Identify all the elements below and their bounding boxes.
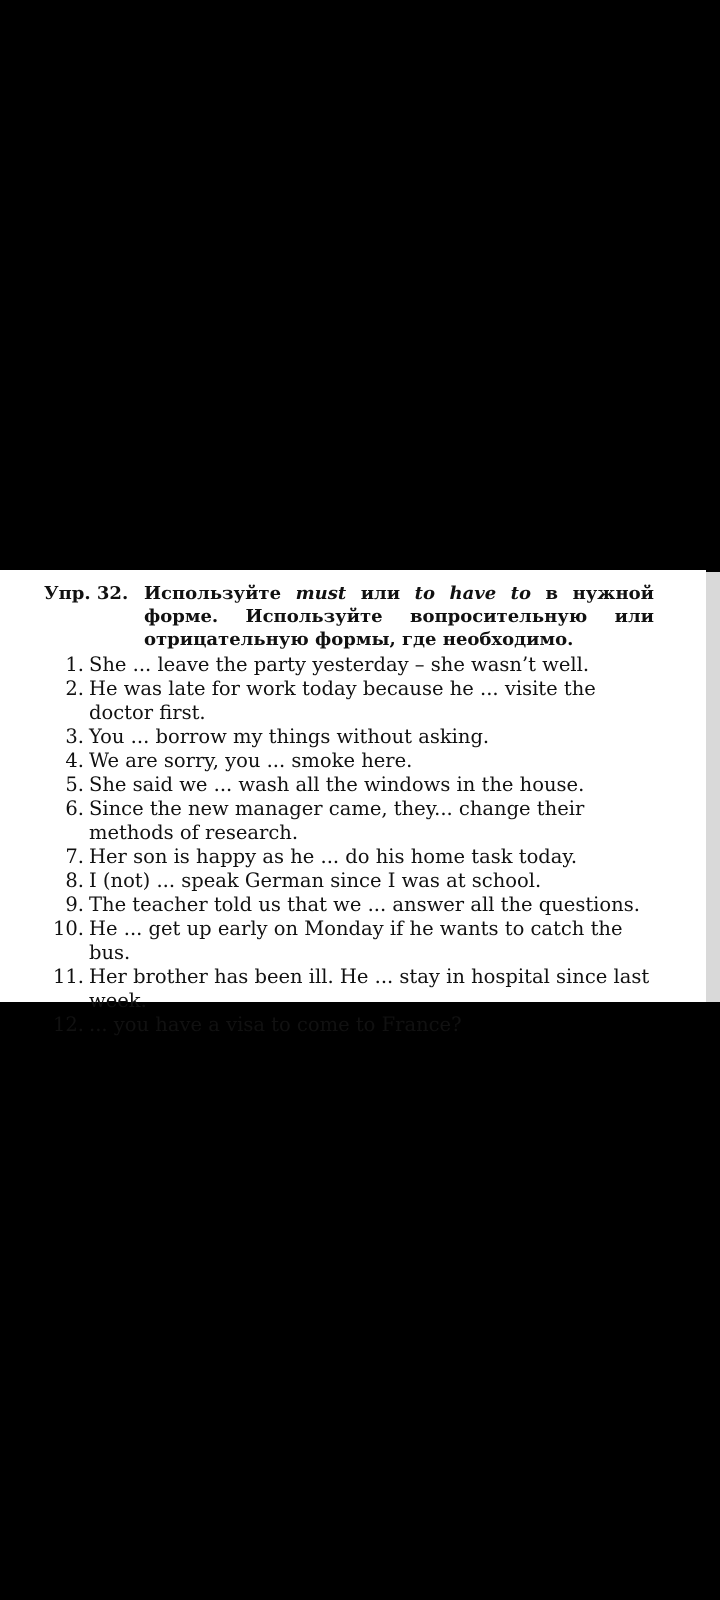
item-number: 9. <box>65 893 84 916</box>
item-number: 12. <box>52 1013 84 1036</box>
list-item <box>44 965 654 1013</box>
list-item <box>44 749 654 773</box>
item-text: We are sorry, you ... smoke here. <box>89 749 413 772</box>
item-text: He was late for work today because he ... visite the doctor first. <box>89 677 596 724</box>
item-text: She ... leave the party yesterday – she wasn’t well. <box>89 653 590 676</box>
item-number: 7. <box>65 845 84 868</box>
item-text: ... you have a visa to come to France? <box>89 1013 462 1036</box>
item-number: 6. <box>65 797 84 820</box>
page-edge <box>706 572 720 1002</box>
item-text: Her brother has been ill. He ... stay in hospital since last week. <box>89 965 650 1012</box>
item-number: 3. <box>65 725 84 748</box>
list-item <box>44 725 654 749</box>
item-number: 2. <box>65 677 84 700</box>
instruction-text-3: в нужной форме. Используйте вопросительную или отрицательную формы, где необходимо. <box>144 583 654 650</box>
instruction-text-2: или <box>346 583 415 604</box>
list-item <box>44 845 654 869</box>
exercise-block <box>44 582 654 1037</box>
item-text: She said we ... wash all the windows in the house. <box>89 773 585 796</box>
instruction-must: must <box>295 583 347 604</box>
list-item <box>44 869 654 893</box>
item-number: 8. <box>65 869 84 892</box>
list-item <box>44 653 654 677</box>
sentence-list <box>44 653 654 1037</box>
list-item <box>44 917 654 965</box>
item-text: I (not) ... speak German since I was at school. <box>89 869 542 892</box>
instruction-have-to: to have to <box>414 583 531 604</box>
instruction-text-1: Используйте <box>144 583 296 604</box>
list-item <box>44 677 654 725</box>
item-text: He ... get up early on Monday if he wants to catch the bus. <box>89 917 623 964</box>
item-text: Her son is happy as he ... do his home task today. <box>89 845 578 868</box>
list-item <box>44 773 654 797</box>
item-number: 11. <box>52 965 84 988</box>
item-number: 10. <box>52 917 84 940</box>
list-item <box>44 893 654 917</box>
exercise-number: Упр. 32. <box>44 583 129 604</box>
exercise-heading <box>44 582 654 651</box>
list-item <box>44 797 654 845</box>
item-text: Since the new manager came, they... change their methods of research. <box>89 797 585 844</box>
item-number: 4. <box>65 749 84 772</box>
list-item <box>44 1013 654 1037</box>
exercise-instruction <box>144 582 654 651</box>
item-number: 5. <box>65 773 84 796</box>
item-text: You ... borrow my things without asking. <box>89 725 490 748</box>
item-number: 1. <box>65 653 84 676</box>
item-text: The teacher told us that we ... answer all the questions. <box>89 893 640 916</box>
